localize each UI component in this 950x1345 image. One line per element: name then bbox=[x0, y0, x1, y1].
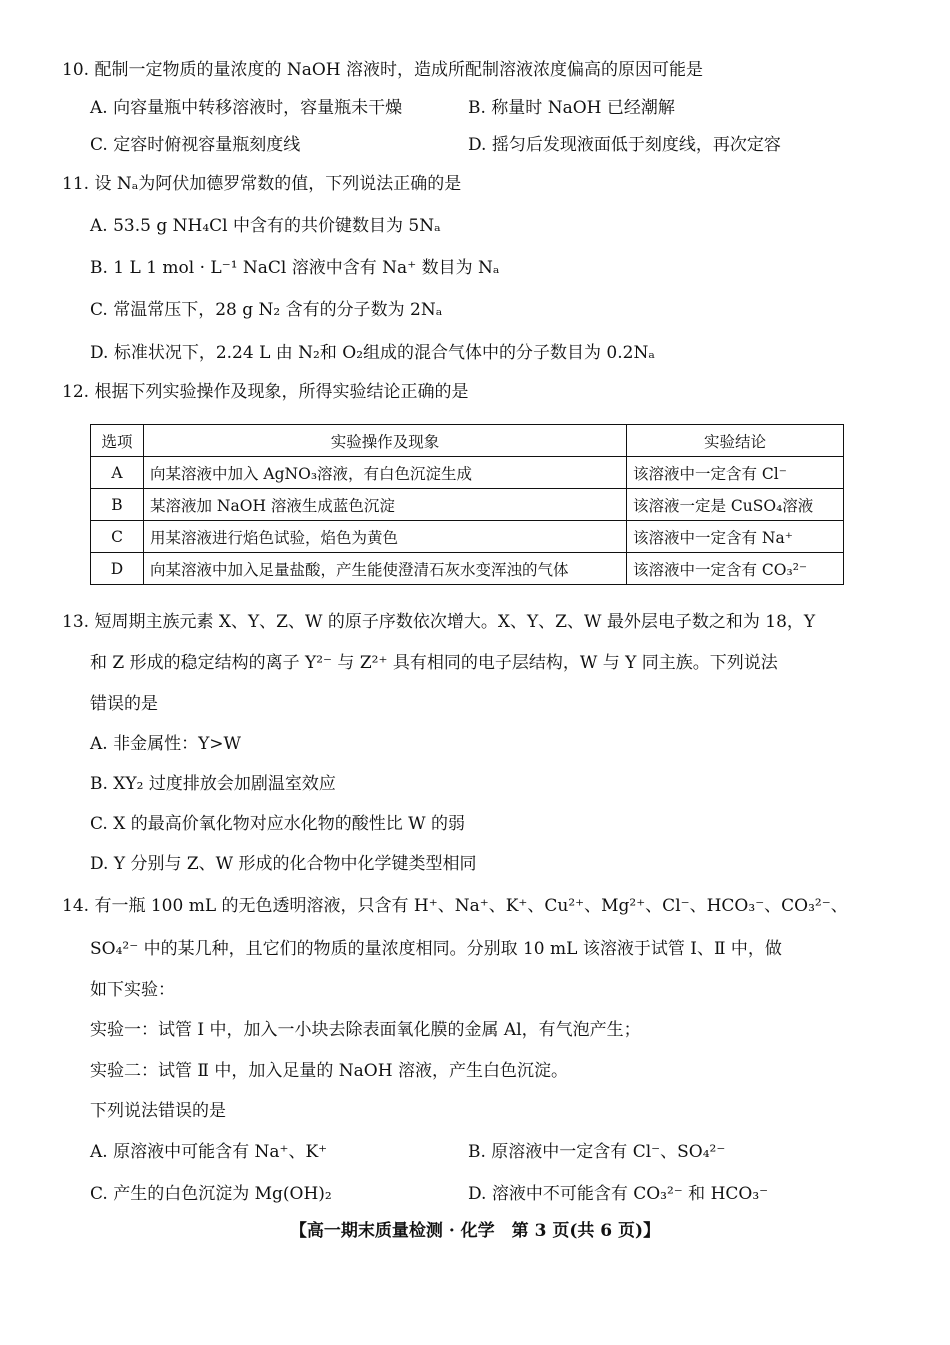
q10-option-a: A. 向容量瓶中转移溶液时，容量瓶未干燥 bbox=[90, 98, 403, 118]
q14-question: 下列说法错误的是 bbox=[90, 1101, 226, 1121]
table-header-conclusion: 实验结论 bbox=[627, 425, 844, 457]
table-cell-option: C bbox=[91, 521, 144, 553]
q11-option-d: D. 标准状况下，2.24 L 由 N₂和 O₂组成的混合气体中的分子数目为 0.2Nₐ bbox=[90, 343, 655, 363]
q14-option-c: C. 产生的白色沉淀为 Mg(OH)₂ bbox=[90, 1184, 332, 1204]
q10-option-b: B. 称量时 NaOH 已经潮解 bbox=[468, 98, 675, 118]
q11-stem: 11. 设 Nₐ为阿伏加德罗常数的值，下列说法正确的是 bbox=[62, 174, 462, 194]
table-cell-operation: 向某溶液中加入 AgNO₃溶液，有白色沉淀生成 bbox=[144, 457, 627, 489]
table-header-operation: 实验操作及现象 bbox=[144, 425, 627, 457]
table-cell-conclusion: 该溶液中一定含有 Cl⁻ bbox=[627, 457, 844, 489]
table-header-option: 选项 bbox=[91, 425, 144, 457]
q12-experiment-table bbox=[90, 424, 844, 585]
q13-stem-line1: 13. 短周期主族元素 X、Y、Z、W 的原子序数依次增大。X、Y、Z、W 最外层电子数之和为 18，Y bbox=[62, 612, 816, 632]
q14-option-b: B. 原溶液中一定含有 Cl⁻、SO₄²⁻ bbox=[468, 1142, 726, 1162]
q11-option-a: A. 53.5 g NH₄Cl 中含有的共价键数目为 5Nₐ bbox=[90, 216, 441, 236]
q10-stem: 10. 配制一定物质的量浓度的 NaOH 溶液时，造成所配制溶液浓度偏高的原因可能是 bbox=[62, 60, 704, 80]
q14-stem-line2: SO₄²⁻ 中的某几种，且它们的物质的量浓度相同。分别取 10 mL 该溶液于试管 Ⅰ、Ⅱ 中，做 bbox=[90, 939, 782, 959]
table-cell-conclusion: 该溶液中一定含有 CO₃²⁻ bbox=[627, 553, 844, 585]
q13-option-a: A. 非金属性：Y>W bbox=[90, 734, 242, 754]
table-cell-option: B bbox=[91, 489, 144, 521]
table-row bbox=[91, 521, 844, 553]
q14-option-a: A. 原溶液中可能含有 Na⁺、K⁺ bbox=[90, 1142, 328, 1162]
q14-stem-line3: 如下实验： bbox=[90, 980, 175, 1000]
table-cell-conclusion: 该溶液中一定含有 Na⁺ bbox=[627, 521, 844, 553]
q13-option-c: C. X 的最高价氧化物对应水化物的酸性比 W 的弱 bbox=[90, 814, 465, 834]
table-cell-conclusion: 该溶液一定是 CuSO₄溶液 bbox=[627, 489, 844, 521]
table-cell-operation: 用某溶液进行焰色试验，焰色为黄色 bbox=[144, 521, 627, 553]
table-cell-operation: 某溶液加 NaOH 溶液生成蓝色沉淀 bbox=[144, 489, 627, 521]
q13-option-d: D. Y 分别与 Z、W 形成的化合物中化学键类型相同 bbox=[90, 854, 477, 874]
table-header-row bbox=[91, 425, 844, 457]
q13-option-b: B. XY₂ 过度排放会加剧温室效应 bbox=[90, 774, 336, 794]
table-cell-operation: 向某溶液中加入足量盐酸，产生能使澄清石灰水变浑浊的气体 bbox=[144, 553, 627, 585]
q13-stem-line2: 和 Z 形成的稳定结构的离子 Y²⁻ 与 Z²⁺ 具有相同的电子层结构，W 与 Y 同主族。下列说法 bbox=[90, 653, 778, 673]
table-cell-option: A bbox=[91, 457, 144, 489]
q13-stem-line3: 错误的是 bbox=[90, 694, 158, 714]
q10-option-c: C. 定容时俯视容量瓶刻度线 bbox=[90, 135, 301, 155]
q11-option-c: C. 常温常压下，28 g N₂ 含有的分子数为 2Nₐ bbox=[90, 300, 443, 320]
page-footer: 【高一期末质量检测 · 化学 第 3 页(共 6 页)】 bbox=[289, 1221, 661, 1241]
q11-option-b: B. 1 L 1 mol · L⁻¹ NaCl 溶液中含有 Na⁺ 数目为 Nₐ bbox=[90, 258, 500, 278]
table-row bbox=[91, 489, 844, 521]
q12-stem: 12. 根据下列实验操作及现象，所得实验结论正确的是 bbox=[62, 382, 469, 402]
table-row bbox=[91, 457, 844, 489]
q14-experiment-1: 实验一：试管 Ⅰ 中，加入一小块去除表面氧化膜的金属 Al，有气泡产生； bbox=[90, 1020, 641, 1040]
q14-stem-line1: 14. 有一瓶 100 mL 的无色透明溶液，只含有 H⁺、Na⁺、K⁺、Cu²⁺、Mg²⁺、Cl⁻、HCO₃⁻、CO₃²⁻、 bbox=[62, 896, 848, 916]
q10-option-d: D. 摇匀后发现液面低于刻度线，再次定容 bbox=[468, 135, 781, 155]
q14-experiment-2: 实验二：试管 Ⅱ 中，加入足量的 NaOH 溶液，产生白色沉淀。 bbox=[90, 1061, 568, 1081]
q14-option-d: D. 溶液中不可能含有 CO₃²⁻ 和 HCO₃⁻ bbox=[468, 1184, 769, 1204]
table-row bbox=[91, 553, 844, 585]
table-cell-option: D bbox=[91, 553, 144, 585]
